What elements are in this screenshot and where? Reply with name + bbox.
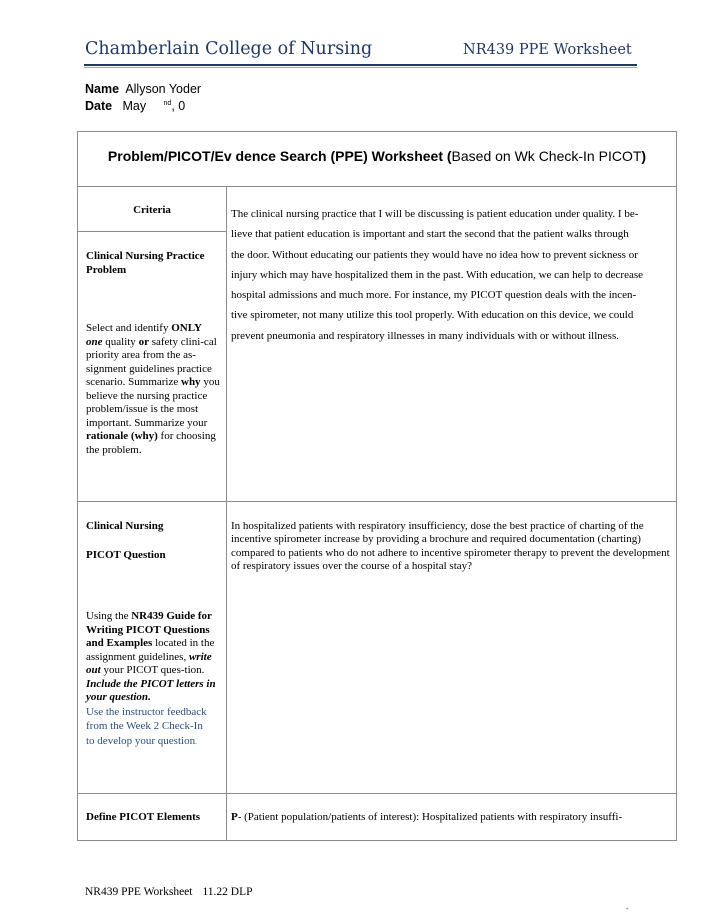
date-label: Date [85,99,113,113]
header-rule-thin [84,67,637,68]
picot-instructions: Using the NR439 Guide for Writing PICOT Questions and Examples located in the assignment guidelines, write out your PICOT ques-tion. Include the PICOT letters in your question. Use the instructor feedback from the Week 2 Check-In to develop your question. [86,610,220,749]
problem-instructions: Select and identify ONLY one quality or safety clini-cal priority area from the as-signment guidelines practice scenario. Summarize why you believe the nursing practice problem/issue is the most important. Summarize your rationale (why) for choosing the problem. [86,322,220,456]
answer-line: lieve that patient education is important and start the second that the patient walks through [231,228,629,241]
date-month: May [122,99,147,113]
footer-title: NR439 PPE Worksheet [85,886,193,898]
footer-version: 11.22 DLP [202,886,253,898]
answer-line: prevent pneumonia and respiratory illnesses in many individuals with or without illness. [231,329,619,342]
ppe-table [77,131,677,841]
header-rule [84,64,637,66]
p-text: - (Patient population/patients of interest): Hospitalized patients with respiratory insuffi- [237,811,623,823]
row-divider [78,186,676,187]
p-label: P [231,811,238,823]
table-title [78,148,676,164]
student-name-line [85,82,201,96]
table-title-close: ) [641,148,647,164]
footer-mark: * [626,908,629,913]
worksheet-title: NR439 PPE Worksheet [463,42,632,58]
date-rest: , 0 [171,99,186,113]
picot-answer: In hospitalized patients with respiratory insufficiency, dose the best practice of charting of the incentive spirometer increase by providing a brochure and required documentation (charting) compared to patients who do not adhere to incentive spirometer therapy to prevent the development of respiratory issues over the course of a hospital stay? [231,520,670,572]
table-title-normal: Based on Wk Check-In PICOT [451,148,642,164]
row-divider [78,793,676,794]
elements-heading: Define PICOT Elements [86,811,201,823]
page-footer [85,886,253,898]
answer-line: the door. Without educating our patients they would have no idea how to prevent sickness or [231,248,638,261]
date-line [85,99,185,113]
name-value: Allyson Yoder [125,82,202,96]
column-divider [226,187,227,840]
criteria-label: Criteria [133,204,171,216]
name-label: Name [85,82,120,96]
picot-heading-1: Clinical Nursing [86,520,164,532]
problem-answer [231,204,671,346]
picot-heading-2: PICOT Question [86,549,166,561]
answer-line: tive spirometer, not many utilize this tool properly. With education on this device, we could [231,309,634,322]
answer-line: The clinical nursing practice that I will be discussing is patient education under quality. I be- [231,208,639,220]
elements-p-row [231,811,671,825]
date-sup: nd [163,99,172,107]
instructor-feedback-note: Use the instructor feedback from the Week 2 Check-In to develop your question. [86,705,207,747]
college-title: Chamberlain College of Nursing [85,39,373,59]
row-divider [78,501,676,502]
answer-line: injury which may have hospitalized them in the past. With education, we can help to decrease [231,268,644,281]
problem-heading: Clinical Nursing Practice Problem [86,250,205,276]
criteria-divider [78,231,226,232]
table-title-bold: Problem/PICOT/Ev dence Search (PPE) Worksheet ( [107,148,452,164]
answer-line: hospital admissions and much more. For instance, my PICOT question deals with the incen- [231,289,637,302]
